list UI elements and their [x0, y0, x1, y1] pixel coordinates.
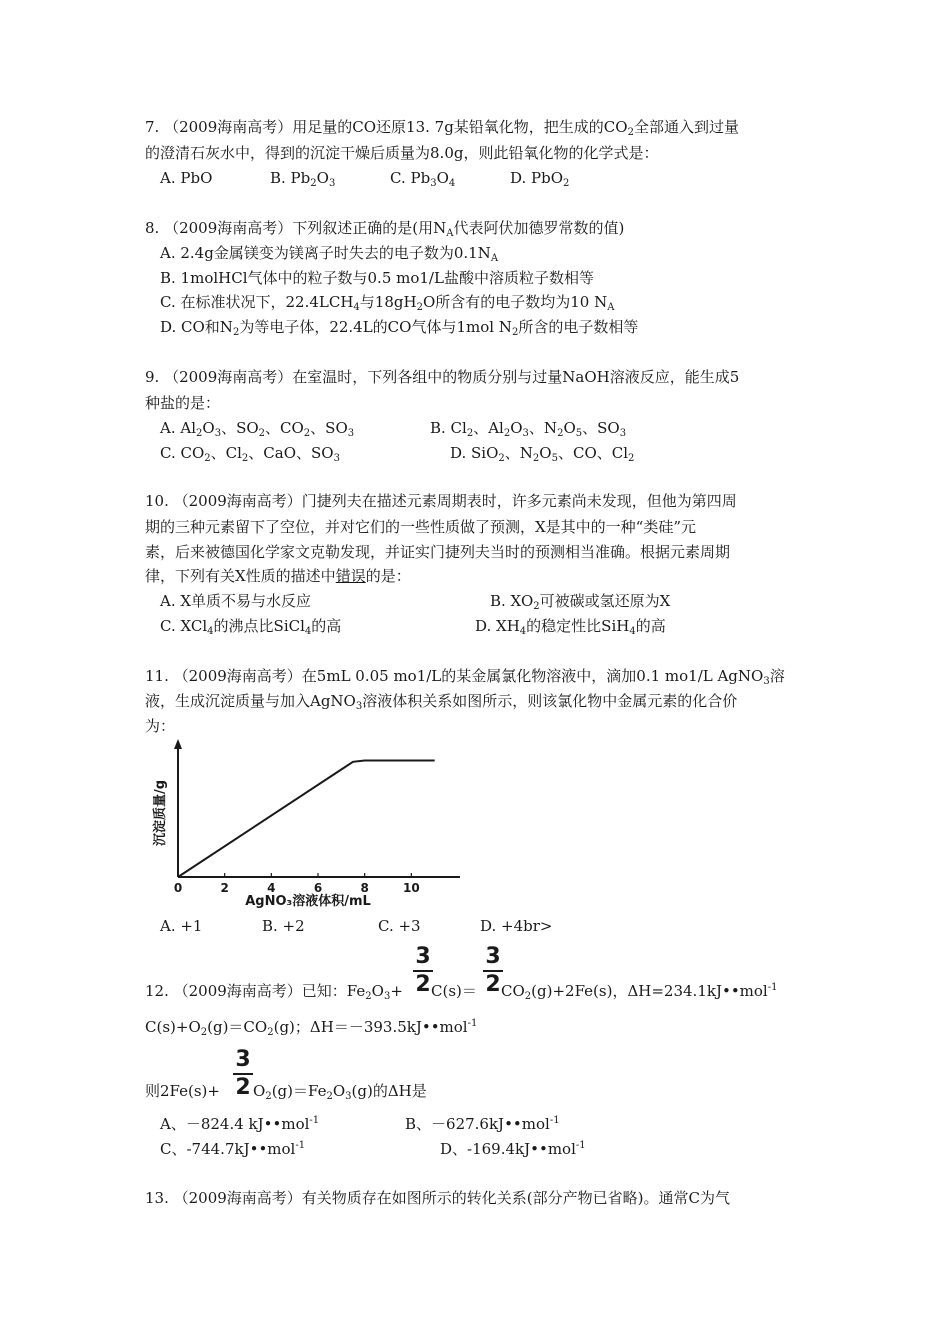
q12-mid-2: $CO_2(g)+2Fe(s)$，ΔH=234.1kJ••mol$^{-1}$: [501, 982, 778, 1002]
q12-line-2: $C(s)+O_2(g)=CO_2(g)$；ΔH＝－393.5kJ••mol$^{-1}$: [145, 1018, 478, 1038]
q7-option-b: B. $Pb_2O_3$: [270, 169, 336, 189]
chart-x-tick-label: 10: [402, 881, 420, 895]
chart-series-line: [178, 761, 435, 878]
q12-line-3: [145, 1081, 427, 1101]
q12-line-3-start: 则2Fe(s)+: [145, 1082, 220, 1100]
fraction-denominator: 2: [485, 972, 501, 997]
q10-line-4: [145, 566, 411, 586]
q11-line-3: 为：: [145, 717, 176, 735]
q11-option-d: D. +4br>: [480, 917, 553, 935]
q12-line-3-end: $O_2(g)=Fe_2O_3(g)$的ΔH是: [253, 1082, 427, 1102]
q12-option-c: C、-744.7kJ••mol$^{-1}$: [160, 1140, 306, 1158]
fraction-numerator: 3: [235, 1047, 251, 1072]
q11-line-1: 11. （2009海南高考）在5mL 0.05 mo1/L的某金属氯化物溶液中，滴加0.1 mo1/L AgNO$_3$溶: [145, 667, 785, 687]
q12-option-a: A、－824.4 kJ••mol$^{-1}$: [160, 1115, 320, 1133]
q10-emphasis: 错误: [335, 567, 366, 585]
chart-x-tick-label: 2: [220, 881, 229, 895]
q8-option-b: B. 1molHCl气体中的粒子数与0.5 mo1/L盐酸中溶质粒子数相等: [160, 269, 594, 287]
chart-x-tick-label: 4: [267, 881, 276, 895]
q10-option-c: C. XCl$_4$的沸点比SiCl$_4$的高: [160, 617, 342, 637]
chart-y-axis-arrow: [174, 739, 182, 749]
q12-mid-1: C(s)＝: [431, 982, 477, 1000]
fraction-denominator: 2: [415, 972, 431, 997]
q7-line-2: 的澄清石灰水中，得到的沉淀干燥后质量为8.0g，则此铅氧化物的化学式是：: [145, 144, 659, 162]
fraction-numerator: 3: [415, 944, 431, 969]
chart-y-axis-label: 沉淀质量/g: [153, 779, 168, 847]
q9-line-1: 9. （2009海南高考）在室温时，下列各组中的物质分别与过量NaOH溶液反应，能生成5: [145, 368, 740, 386]
precipitate-chart: [140, 735, 470, 915]
chart-x-tick-label: 0: [173, 881, 183, 895]
q9-option-d: D. SiO$_2$、$N_2O_5$、CO、$Cl_2$: [450, 444, 635, 464]
q10-option-a: A. X单质不易与水反应: [160, 592, 312, 610]
q12-option-d: D、-169.4kJ••mol$^{-1}$: [440, 1140, 586, 1158]
chart-x-tick-label: 8: [360, 881, 369, 895]
q8-option-a: A. 2.4g金属镁变为镁离子时失去的电子数为$0.1N_A$: [160, 244, 499, 264]
q10-option-b: B. $XO_2$可被碳或氢还原为X: [490, 592, 671, 612]
chart-x-axis-label: AgNO₃溶液体积/mL: [245, 894, 371, 909]
q12-prefix: 12. （2009海南高考）已知：$Fe_2O_3+$: [145, 982, 403, 1002]
q7-option-d: D. PbO$_2$: [510, 169, 570, 189]
q11-option-c: C. +3: [378, 917, 421, 935]
q9-option-c: C. $CO_2$、$Cl_2$、CaO、$SO_3$: [160, 444, 340, 464]
q10-line-4-end: 的是：: [365, 567, 411, 585]
q10-line-2: 期的三种元素留下了空位，并对它们的一些性质做了预测，X是其中的一种“类硅”元: [145, 518, 697, 536]
fraction-numerator: 3: [485, 944, 501, 969]
q8-option-c: C. 在标准状况下，$22.4LCH_4$与$18gH_2O$所含有的电子数均为10 $N_A$: [160, 293, 615, 313]
q12-line-1: [145, 981, 777, 1001]
q10-line-3: 素，后来被德国化学家文克勒发现，并证实门捷列夫当时的预测相当准确。根据元素周期: [145, 543, 731, 561]
q13-line-1: 13. （2009海南高考）有关物质存在如图所示的转化关系(部分产物已省略)。通常C为气: [145, 1189, 730, 1207]
q7-option-c: C. $Pb_3O_4$: [390, 169, 456, 189]
q10-option-d: D. $XH_4$的稳定性比SiH$_4$的高: [475, 617, 666, 637]
q7-line-1: 7. （2009海南高考）用足量的CO还原13. 7g某铅氧化物，把生成的$CO_2$全部通入到过量: [145, 118, 739, 138]
q12-option-b: B、－627.6kJ••mol$^{-1}$: [405, 1115, 560, 1133]
q8-option-d: D. CO和$N_2$为等电子体，22.4L的CO气体与1mol $N_2$所含的电子数相等: [160, 318, 639, 338]
q11-option-b: B. +2: [262, 917, 305, 935]
q11-option-a: A. +1: [160, 917, 203, 935]
q10-line-4-text: 律，下列有关X性质的描述中: [145, 567, 336, 585]
chart-x-tick-label: 6: [313, 881, 323, 895]
q9-line-2: 种盐的是：: [145, 394, 221, 412]
q9-option-b: B. $Cl_2$、$Al_2O_3$、$N_2O_5$、$SO_3$: [430, 419, 627, 439]
q8-line-1: 8. （2009海南高考）下列叙述正确的是(用$N_A$代表阿伏加德罗常数的值): [145, 219, 625, 239]
fraction-denominator: 2: [235, 1075, 251, 1100]
q11-line-2: 液，生成沉淀质量与加入AgNO$_3$溶液体积关系如图所示，则该氯化物中金属元素的化合价: [145, 692, 738, 712]
q9-option-a: A. $Al_2O_3$、$SO_2$、$CO_2$、$SO_3$: [160, 419, 355, 439]
q10-line-1: 10. （2009海南高考）门捷列夫在描述元素周期表时，许多元素尚未发现，但他为第四周: [145, 492, 737, 510]
q7-option-a: A. PbO: [160, 169, 213, 187]
